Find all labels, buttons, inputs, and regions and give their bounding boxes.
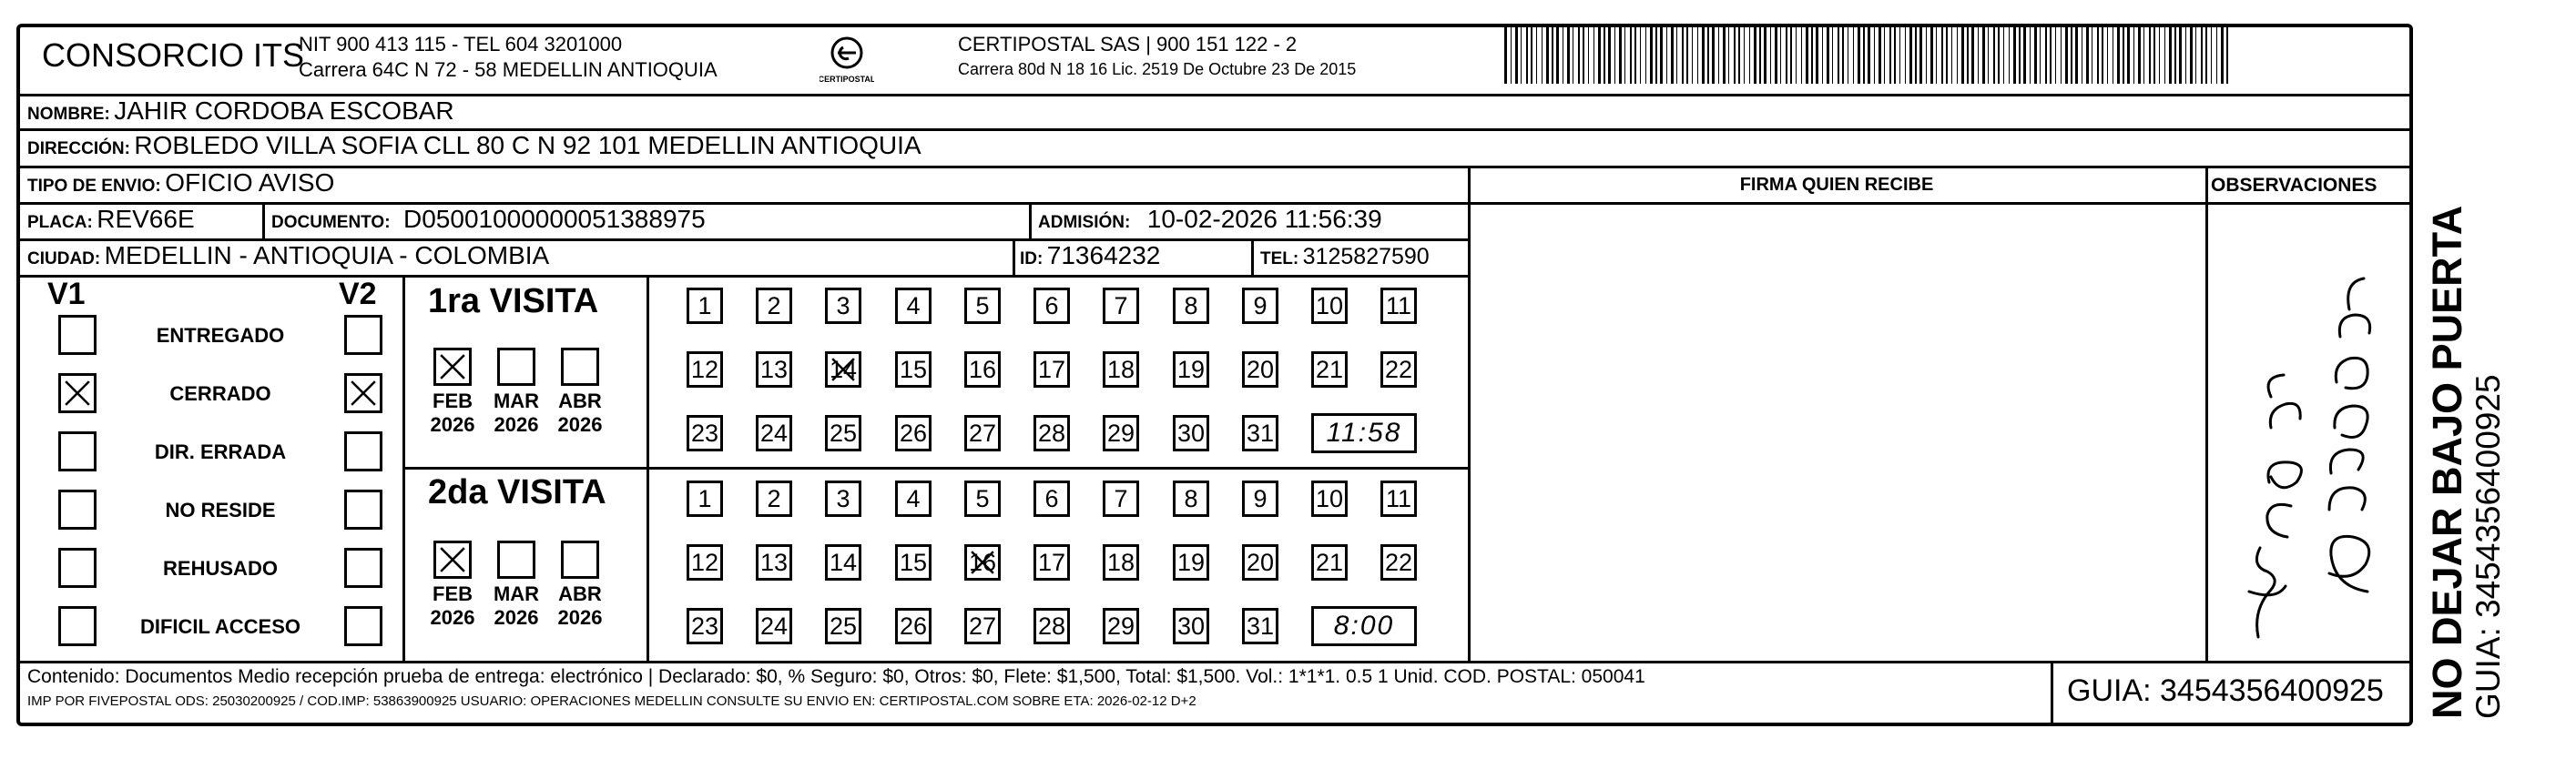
placa-value: REV66E bbox=[97, 205, 195, 233]
second-day-box[interactable]: 14 bbox=[825, 544, 861, 581]
second-day-box[interactable]: 16 bbox=[964, 544, 1001, 581]
admision-value: 10-02-2026 11:56:39 bbox=[1146, 205, 1382, 233]
observation-handwriting bbox=[2222, 209, 2395, 655]
admision-row: ADMISIÓN: 10-02-2026 11:56:39 bbox=[1038, 205, 1382, 233]
v2-header: V2 bbox=[339, 277, 377, 311]
firma-label: FIRMA QUIEN RECIBE bbox=[1739, 175, 1934, 195]
v1-checkbox[interactable] bbox=[58, 490, 97, 530]
v2-checkbox[interactable] bbox=[344, 490, 382, 530]
second-day-box[interactable]: 5 bbox=[964, 481, 1001, 517]
first-time-box[interactable]: 11:58 bbox=[1311, 413, 1417, 453]
second-day-box[interactable]: 29 bbox=[1103, 608, 1139, 644]
id-row: ID: 71364232 bbox=[1020, 241, 1161, 269]
side-line1: NO DEJAR BAJO PUERTA bbox=[2424, 205, 2470, 719]
first-day-box[interactable]: 21 bbox=[1311, 351, 1348, 388]
second-day-box[interactable]: 31 bbox=[1242, 608, 1278, 644]
v2-checkbox[interactable] bbox=[344, 606, 382, 646]
v2-checkbox[interactable] bbox=[344, 548, 382, 588]
first-day-box[interactable]: 6 bbox=[1033, 288, 1070, 324]
first-day-box[interactable]: 1 bbox=[687, 288, 723, 324]
observaciones-label: OBSERVACIONES bbox=[2211, 175, 2377, 196]
first-day-box[interactable]: 17 bbox=[1033, 351, 1070, 388]
first-day-box[interactable]: 23 bbox=[687, 415, 723, 451]
second-day-box[interactable]: 17 bbox=[1033, 544, 1070, 581]
first-day-box[interactable]: 30 bbox=[1173, 415, 1209, 451]
month-year: 2026 bbox=[557, 606, 603, 629]
first-day-box[interactable]: 15 bbox=[895, 351, 932, 388]
month-year: 2026 bbox=[430, 606, 475, 629]
status-label: REHUSADO bbox=[163, 557, 278, 580]
side-line2: GUIA: 3454356400925 bbox=[2469, 374, 2507, 719]
status-label: DIFICIL ACCESO bbox=[139, 615, 300, 638]
tel-value: 3125827590 bbox=[1302, 244, 1430, 269]
first-day-box[interactable]: 20 bbox=[1242, 351, 1278, 388]
placa-row: PLACA: REV66E bbox=[27, 205, 195, 233]
second-day-box[interactable]: 27 bbox=[964, 608, 1001, 644]
second-day-box[interactable]: 19 bbox=[1173, 544, 1209, 581]
month-year: 2026 bbox=[494, 413, 539, 436]
first-visit-title: 1ra VISITA bbox=[428, 282, 599, 320]
month-name: ABR bbox=[558, 390, 602, 412]
tipo-value: OFICIO AVISO bbox=[165, 168, 335, 197]
first-month-checkbox[interactable] bbox=[561, 348, 599, 386]
documento-row: DOCUMENTO: D05001000000051388975 bbox=[271, 205, 706, 233]
second-day-box[interactable]: 23 bbox=[687, 608, 723, 644]
tel-row: TEL: 3125827590 bbox=[1260, 244, 1430, 269]
second-day-box[interactable]: 13 bbox=[756, 544, 792, 581]
month-year: 2026 bbox=[557, 413, 603, 436]
company-address-line: Carrera 64C N 72 - 58 MEDELLIN ANTIOQUIA bbox=[299, 58, 718, 81]
second-day-box[interactable]: 15 bbox=[895, 544, 932, 581]
status-label: CERRADO bbox=[169, 382, 271, 405]
second-day-box[interactable]: 6 bbox=[1033, 481, 1070, 517]
footer-imp: IMP POR FIVEPOSTAL ODS: 25030200925 / COD.IMP: 53863900925 USUARIO: OPERACIONES MEDELLIN CONSULTE SU ENVIO EN: CERTIPOSTAL.COM SOBRE ETA: 2026-02-12 D+2 bbox=[27, 693, 1196, 709]
second-day-box[interactable]: 30 bbox=[1173, 608, 1209, 644]
month-name: MAR bbox=[493, 390, 540, 412]
first-day-box[interactable]: 3 bbox=[825, 288, 861, 324]
first-day-box[interactable]: 31 bbox=[1242, 415, 1278, 451]
first-day-box[interactable]: 24 bbox=[756, 415, 792, 451]
direccion-row: DIRECCIÓN: ROBLEDO VILLA SOFIA CLL 80 C N 92 101 MEDELLIN ANTIOQUIA bbox=[27, 131, 921, 159]
second-day-box[interactable]: 18 bbox=[1103, 544, 1139, 581]
first-month-checkbox[interactable] bbox=[433, 348, 472, 386]
second-day-box[interactable]: 3 bbox=[825, 481, 861, 517]
v2-checkbox[interactable] bbox=[344, 373, 382, 413]
second-month-label bbox=[490, 582, 543, 630]
courier-nit-line: CERTIPOSTAL SAS | 900 151 122 - 2 bbox=[958, 33, 1298, 56]
first-day-box[interactable]: 27 bbox=[964, 415, 1001, 451]
second-month-checkbox[interactable] bbox=[497, 541, 535, 579]
first-day-box[interactable]: 29 bbox=[1103, 415, 1139, 451]
first-day-box[interactable]: 25 bbox=[825, 415, 861, 451]
nombre-value: JAHIR CORDOBA ESCOBAR bbox=[114, 96, 454, 125]
footer-guia: GUIA: 3454356400925 bbox=[2067, 673, 2384, 708]
second-day-box[interactable]: 26 bbox=[895, 608, 932, 644]
ciudad-value: MEDELLIN - ANTIOQUIA - COLOMBIA bbox=[104, 241, 550, 269]
second-day-box[interactable]: 12 bbox=[687, 544, 723, 581]
direccion-value: ROBLEDO VILLA SOFIA CLL 80 C N 92 101 MEDELLIN ANTIOQUIA bbox=[134, 131, 921, 159]
first-day-box[interactable]: 11 bbox=[1380, 288, 1417, 324]
second-time-box[interactable]: 8:00 bbox=[1311, 606, 1417, 646]
second-month-label bbox=[426, 582, 479, 630]
v2-checkbox[interactable] bbox=[344, 431, 382, 471]
company-name: CONSORCIO ITS bbox=[42, 36, 305, 74]
month-name: FEB bbox=[433, 390, 473, 412]
second-visit-title: 2da VISITA bbox=[428, 473, 606, 511]
first-day-box[interactable]: 28 bbox=[1033, 415, 1070, 451]
v2-checkbox[interactable] bbox=[344, 315, 382, 355]
second-day-box[interactable]: 7 bbox=[1103, 481, 1139, 517]
first-day-box[interactable]: 10 bbox=[1311, 288, 1348, 324]
first-month-label bbox=[426, 390, 479, 437]
first-day-box[interactable]: 13 bbox=[756, 351, 792, 388]
second-day-box[interactable]: 2 bbox=[756, 481, 792, 517]
company-nit-line: NIT 900 413 115 - TEL 604 3201000 bbox=[299, 33, 623, 56]
courier-address-line: Carrera 80d N 18 16 Lic. 2519 De Octubre 23 De 2015 bbox=[958, 60, 1357, 78]
first-day-box[interactable]: 9 bbox=[1242, 288, 1278, 324]
documento-value: D05001000000051388975 bbox=[403, 205, 706, 233]
first-day-box[interactable]: 19 bbox=[1173, 351, 1209, 388]
second-day-box[interactable]: 24 bbox=[756, 608, 792, 644]
firma-area bbox=[1471, 206, 2204, 661]
status-label: NO RESIDE bbox=[165, 499, 276, 521]
ciudad-row: CIUDAD: MEDELLIN - ANTIOQUIA - COLOMBIA bbox=[27, 241, 550, 269]
v1-checkbox[interactable] bbox=[58, 315, 97, 355]
month-year: 2026 bbox=[494, 606, 539, 629]
second-day-box[interactable]: 21 bbox=[1311, 544, 1348, 581]
month-name: MAR bbox=[493, 582, 540, 605]
second-day-box[interactable]: 1 bbox=[687, 481, 723, 517]
second-day-box[interactable]: 10 bbox=[1311, 481, 1348, 517]
second-month-checkbox[interactable] bbox=[561, 541, 599, 579]
month-name: FEB bbox=[433, 582, 473, 605]
first-day-box[interactable]: 22 bbox=[1380, 351, 1417, 388]
first-day-box[interactable]: 2 bbox=[756, 288, 792, 324]
first-day-box[interactable]: 12 bbox=[687, 351, 723, 388]
first-day-box[interactable]: 4 bbox=[895, 288, 932, 324]
id-value: 71364232 bbox=[1046, 241, 1161, 269]
second-day-box[interactable]: 9 bbox=[1242, 481, 1278, 517]
second-day-box[interactable]: 22 bbox=[1380, 544, 1417, 581]
second-day-box[interactable]: 20 bbox=[1242, 544, 1278, 581]
v1-checkbox[interactable] bbox=[58, 548, 97, 588]
first-day-box[interactable]: 26 bbox=[895, 415, 932, 451]
first-day-box[interactable]: 14 bbox=[825, 351, 861, 388]
v1-checkbox[interactable] bbox=[58, 373, 97, 413]
second-day-box[interactable]: 11 bbox=[1380, 481, 1417, 517]
side-warning bbox=[2424, 82, 2508, 719]
month-year: 2026 bbox=[430, 413, 475, 436]
second-day-box[interactable]: 4 bbox=[895, 481, 932, 517]
first-day-box[interactable]: 16 bbox=[964, 351, 1001, 388]
month-name: ABR bbox=[558, 582, 602, 605]
nombre-row: NOMBRE: JAHIR CORDOBA ESCOBAR bbox=[27, 96, 454, 125]
v1-checkbox[interactable] bbox=[58, 606, 97, 646]
v1-header: V1 bbox=[47, 277, 86, 311]
first-month-label bbox=[490, 390, 543, 437]
second-day-box[interactable]: 8 bbox=[1173, 481, 1209, 517]
first-month-label bbox=[554, 390, 606, 437]
footer-contenido: Contenido: Documentos Medio recepción prueba de entrega: electrónico | Declarado: $0, % Seguro: $0, Otros: $0, Flete: $1,500, Total: $1,500. Vol.: 1*1*1. 0.5 1 Unid. COD. POSTAL: 050041 bbox=[27, 666, 1645, 687]
tipo-row: TIPO DE ENVIO: OFICIO AVISO bbox=[27, 168, 335, 197]
second-month-checkbox[interactable] bbox=[433, 541, 472, 579]
second-month-label bbox=[554, 582, 606, 630]
second-day-box[interactable]: 28 bbox=[1033, 608, 1070, 644]
first-day-box[interactable]: 18 bbox=[1103, 351, 1139, 388]
svg-text:CERTIPOSTAL: CERTIPOSTAL bbox=[820, 75, 874, 84]
first-month-checkbox[interactable] bbox=[497, 348, 535, 386]
status-label: ENTREGADO bbox=[156, 324, 285, 347]
second-day-box[interactable]: 25 bbox=[825, 608, 861, 644]
first-day-box[interactable]: 7 bbox=[1103, 288, 1139, 324]
first-day-box[interactable]: 8 bbox=[1173, 288, 1209, 324]
status-label: DIR. ERRADA bbox=[154, 440, 287, 463]
v1-checkbox[interactable] bbox=[58, 431, 97, 471]
first-day-box[interactable]: 5 bbox=[964, 288, 1001, 324]
